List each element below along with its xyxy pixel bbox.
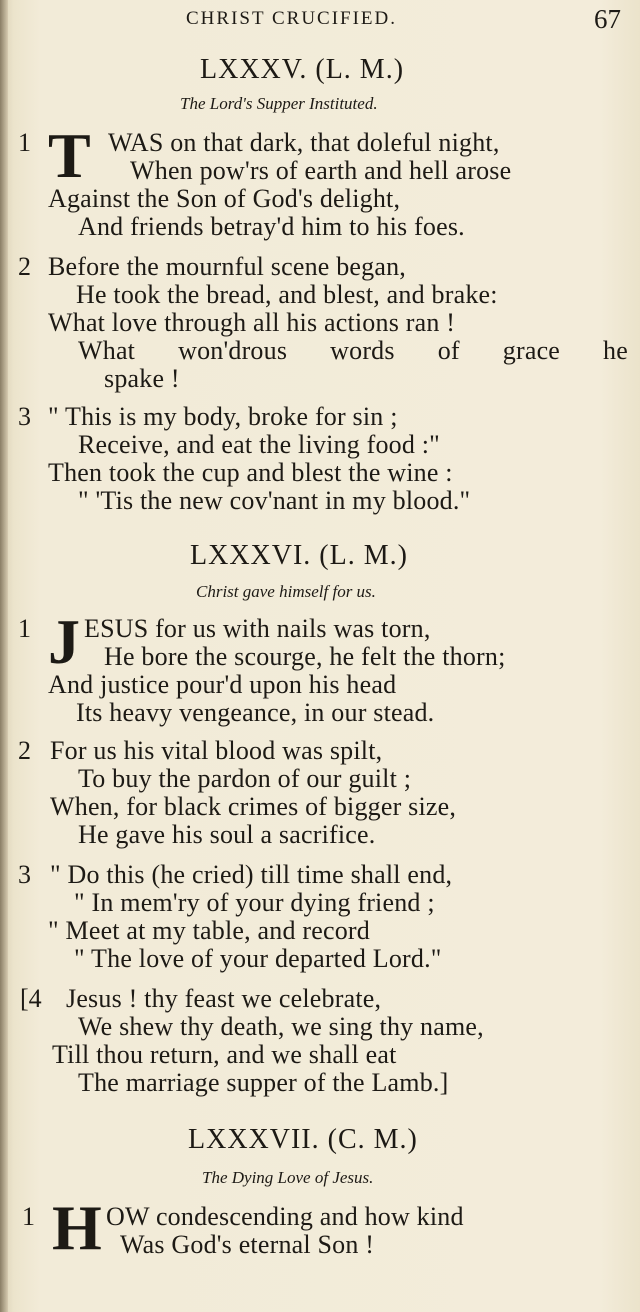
drop-cap: H bbox=[52, 1192, 102, 1263]
verse-line: The marriage supper of the Lamb.] bbox=[78, 1068, 449, 1097]
stanza-number: 1 bbox=[22, 1202, 35, 1231]
verse-line: What won'drous words of grace he bbox=[78, 336, 628, 365]
verse-line: spake ! bbox=[104, 364, 180, 393]
verse-line: " In mem'ry of your dying friend ; bbox=[74, 888, 435, 917]
page-number: 67 bbox=[594, 4, 621, 34]
verse-line: Jesus ! thy feast we celebrate, bbox=[66, 984, 382, 1013]
hymn-subtitle: The Dying Love of Jesus. bbox=[202, 1168, 374, 1187]
verse-line: " The love of your departed Lord." bbox=[74, 944, 442, 973]
verse-line: Then took the cup and blest the wine : bbox=[48, 458, 453, 487]
stanza-number: 2 bbox=[18, 736, 31, 765]
hymn-subtitle: Christ gave himself for us. bbox=[196, 582, 376, 601]
verse-line: Receive, and eat the living food :" bbox=[78, 430, 440, 459]
stanza-number: 3 bbox=[18, 402, 31, 431]
verse-line: " 'Tis the new cov'nant in my blood." bbox=[78, 486, 471, 515]
verse-line: " Meet at my table, and record bbox=[48, 916, 370, 945]
verse-line: ESUS for us with nails was torn, bbox=[84, 614, 431, 643]
verse-line: And friends betray'd him to his foes. bbox=[78, 212, 465, 241]
stanza-number: [4 bbox=[20, 984, 42, 1013]
stanza-number: 1 bbox=[18, 614, 31, 643]
verse-line: OW condescending and how kind bbox=[106, 1202, 464, 1231]
verse-line: What love through all his actions ran ! bbox=[48, 308, 456, 337]
verse-line: For us his vital blood was spilt, bbox=[50, 736, 383, 765]
verse-line: Before the mournful scene began, bbox=[48, 252, 406, 281]
running-head: CHRIST CRUCIFIED. bbox=[186, 8, 398, 29]
verse-line: To buy the pardon of our guilt ; bbox=[78, 764, 412, 793]
hymn-subtitle: The Lord's Supper Instituted. bbox=[180, 94, 378, 113]
verse-line: " This is my body, broke for sin ; bbox=[48, 402, 398, 431]
hymn-title: LXXXVI. (L. M.) bbox=[190, 540, 408, 571]
verse-line: Till thou return, and we shall eat bbox=[52, 1040, 397, 1069]
verse-line: " Do this (he cried) till time shall end, bbox=[50, 860, 453, 889]
verse-line: When pow'rs of earth and hell arose bbox=[130, 156, 512, 185]
verse-line: He gave his soul a sacrifice. bbox=[78, 820, 376, 849]
verse-line: And justice pour'd upon his head bbox=[48, 670, 397, 699]
hymn-title: LXXXVII. (C. M.) bbox=[188, 1124, 418, 1155]
verse-line: We shew thy death, we sing thy name, bbox=[78, 1012, 484, 1041]
verse-line: He took the bread, and blest, and brake: bbox=[76, 280, 498, 309]
page-gutter-shadow bbox=[0, 0, 8, 1312]
verse-line: Was God's eternal Son ! bbox=[120, 1230, 375, 1259]
verse-line: He bore the scourge, he felt the thorn; bbox=[104, 642, 506, 671]
verse-line: WAS on that dark, that doleful night, bbox=[108, 128, 500, 157]
stanza-number: 3 bbox=[18, 860, 31, 889]
stanza-number: 2 bbox=[18, 252, 31, 281]
stanza-number: 1 bbox=[18, 128, 31, 157]
verse-line: When, for black crimes of bigger size, bbox=[50, 792, 457, 821]
verse-line: Against the Son of God's delight, bbox=[48, 184, 401, 213]
drop-cap: J bbox=[48, 606, 80, 677]
drop-cap: T bbox=[48, 120, 91, 191]
hymn-title: LXXXV. (L. M.) bbox=[200, 54, 405, 85]
verse-line: Its heavy vengeance, in our stead. bbox=[76, 698, 435, 727]
